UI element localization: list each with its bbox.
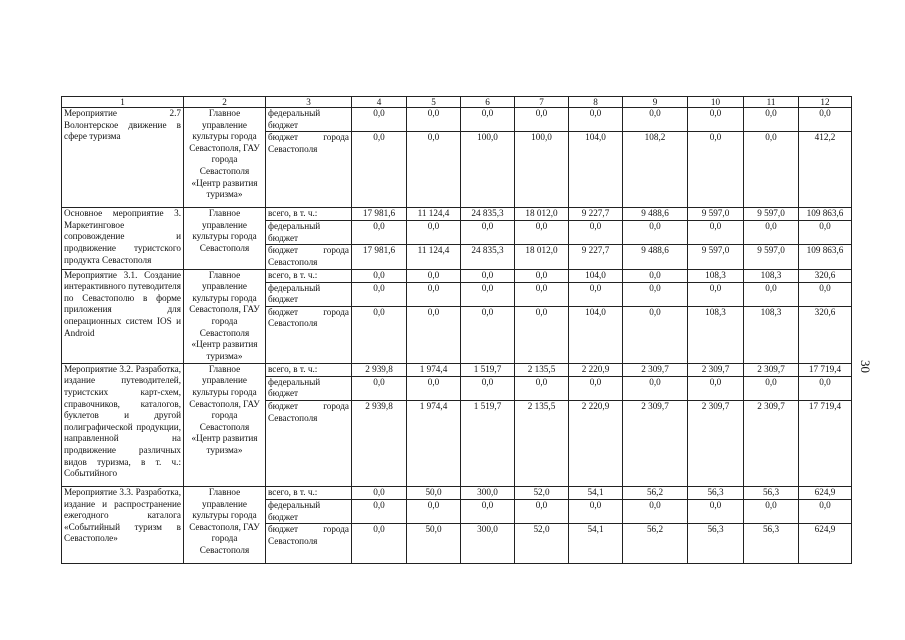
value-cell: 9 597,0: [744, 245, 799, 269]
value-cell: 0,0: [623, 108, 688, 132]
source-cell: бюджет города Севастополя: [266, 400, 352, 486]
value-cell: 1 974,4: [407, 400, 461, 486]
value-cell: 0,0: [461, 376, 515, 400]
value-cell: 0,0: [515, 376, 569, 400]
measure-cell: Мероприятие 3.1. Создание интерактивного путеводителя по Севастополю в форме приложения для операционных систем IOS и Android: [62, 269, 184, 363]
value-cell: 0,0: [461, 306, 515, 363]
value-cell: 0,0: [515, 221, 569, 245]
value-cell: 0,0: [461, 221, 515, 245]
source-cell: бюджет города Севастополя: [266, 524, 352, 564]
value-cell: 0,0: [407, 108, 461, 132]
value-cell: 0,0: [352, 132, 407, 208]
measure-cell: Основное мероприятие 3. Маркетинговое сопровождение и продвижение туристского продукта Севастополя: [62, 208, 184, 269]
value-cell: 624,9: [799, 524, 852, 564]
value-cell: 56,3: [688, 524, 744, 564]
header-cell: 8: [569, 97, 623, 108]
executor-cell: Главное управление культуры города Севастополя: [184, 208, 266, 269]
value-cell: 18 012,0: [515, 245, 569, 269]
source-cell: всего, в т. ч.:: [266, 208, 352, 221]
value-cell: 0,0: [352, 306, 407, 363]
value-cell: 0,0: [623, 376, 688, 400]
header-cell: 1: [62, 97, 184, 108]
value-cell: 2 309,7: [744, 363, 799, 376]
value-cell: 0,0: [407, 499, 461, 523]
header-cell: 12: [799, 97, 852, 108]
value-cell: 17 981,6: [352, 245, 407, 269]
value-cell: 9 488,6: [623, 245, 688, 269]
value-cell: 0,0: [352, 486, 407, 499]
value-cell: 0,0: [515, 499, 569, 523]
value-cell: 0,0: [352, 499, 407, 523]
value-cell: 0,0: [744, 282, 799, 306]
value-cell: 2 309,7: [623, 400, 688, 486]
value-cell: 2 309,7: [688, 400, 744, 486]
value-cell: 0,0: [515, 108, 569, 132]
value-cell: 300,0: [461, 524, 515, 564]
header-cell: 10: [688, 97, 744, 108]
value-cell: 11 124,4: [407, 245, 461, 269]
header-cell: 5: [407, 97, 461, 108]
table-row: [62, 269, 852, 282]
value-cell: 0,0: [623, 499, 688, 523]
value-cell: 0,0: [461, 499, 515, 523]
value-cell: 0,0: [407, 306, 461, 363]
value-cell: 0,0: [352, 221, 407, 245]
value-cell: 108,3: [744, 269, 799, 282]
value-cell: 104,0: [569, 269, 623, 282]
source-cell: федеральный бюджет: [266, 376, 352, 400]
value-cell: 0,0: [688, 376, 744, 400]
value-cell: 50,0: [407, 524, 461, 564]
executor-cell: Главное управление культуры города Севастополя, ГАУ города Севастополя «Центр развития туризма»: [184, 108, 266, 208]
value-cell: 56,3: [744, 524, 799, 564]
value-cell: 0,0: [744, 221, 799, 245]
header-cell: 4: [352, 97, 407, 108]
value-cell: 0,0: [799, 499, 852, 523]
value-cell: 0,0: [407, 282, 461, 306]
value-cell: 0,0: [569, 108, 623, 132]
page-number: 30: [858, 360, 873, 373]
measure-cell: Мероприятие 2.7 Волонтерское движение в сфере туризма: [62, 108, 184, 208]
header-row: [62, 97, 852, 108]
value-cell: 109 863,6: [799, 208, 852, 221]
value-cell: 1 974,4: [407, 363, 461, 376]
value-cell: 0,0: [799, 108, 852, 132]
header-cell: 9: [623, 97, 688, 108]
value-cell: 0,0: [515, 269, 569, 282]
value-cell: 108,3: [688, 269, 744, 282]
value-cell: 0,0: [461, 269, 515, 282]
value-cell: 109 863,6: [799, 245, 852, 269]
value-cell: 0,0: [352, 269, 407, 282]
value-cell: 2 309,7: [688, 363, 744, 376]
value-cell: 11 124,4: [407, 208, 461, 221]
value-cell: 24 835,3: [461, 245, 515, 269]
value-cell: 2 939,8: [352, 363, 407, 376]
value-cell: 0,0: [623, 269, 688, 282]
value-cell: 9 488,6: [623, 208, 688, 221]
value-cell: 0,0: [407, 221, 461, 245]
measure-cell: Мероприятие 3.2. Разработка, издание путеводителей, туристских карт-схем, справочников, каталогов, буклетов и другой полиграфической продукции, направленной на продвижение различных видов туризма, в т. ч.: Событийного: [62, 363, 184, 486]
value-cell: 54,1: [569, 486, 623, 499]
value-cell: 0,0: [407, 269, 461, 282]
measure-cell: Мероприятие 3.3. Разработка, издание и распространение ежегодного каталога «Событийный туризм в Севастополе»: [62, 486, 184, 563]
executor-cell: Главное управление культуры города Севастополя, ГАУ города Севастополя «Центр развития туризма»: [184, 269, 266, 363]
value-cell: 104,0: [569, 306, 623, 363]
value-cell: 0,0: [569, 282, 623, 306]
value-cell: 0,0: [688, 282, 744, 306]
source-cell: бюджет города Севастополя: [266, 306, 352, 363]
header-cell: 7: [515, 97, 569, 108]
value-cell: 9 227,7: [569, 208, 623, 221]
value-cell: 0,0: [515, 282, 569, 306]
header-cell: 3: [266, 97, 352, 108]
source-cell: бюджет города Севастополя: [266, 245, 352, 269]
value-cell: 0,0: [623, 282, 688, 306]
source-cell: всего, в т. ч.:: [266, 269, 352, 282]
source-cell: всего, в т. ч.:: [266, 363, 352, 376]
value-cell: 56,2: [623, 486, 688, 499]
value-cell: 0,0: [352, 376, 407, 400]
value-cell: 56,2: [623, 524, 688, 564]
header-cell: 2: [184, 97, 266, 108]
value-cell: 0,0: [352, 524, 407, 564]
value-cell: 0,0: [407, 376, 461, 400]
header-cell: 6: [461, 97, 515, 108]
value-cell: 9 597,0: [744, 208, 799, 221]
value-cell: 2 220,9: [569, 400, 623, 486]
source-cell: бюджет города Севастополя: [266, 132, 352, 208]
source-cell: федеральный бюджет: [266, 282, 352, 306]
value-cell: 0,0: [569, 376, 623, 400]
value-cell: 2 220,9: [569, 363, 623, 376]
value-cell: 2 135,5: [515, 363, 569, 376]
value-cell: 0,0: [799, 221, 852, 245]
table-row: [62, 108, 852, 132]
value-cell: 108,2: [623, 132, 688, 208]
value-cell: 320,6: [799, 306, 852, 363]
budget-table: [61, 96, 852, 564]
value-cell: 0,0: [688, 108, 744, 132]
value-cell: 624,9: [799, 486, 852, 499]
value-cell: 0,0: [623, 221, 688, 245]
source-cell: федеральный бюджет: [266, 221, 352, 245]
value-cell: 320,6: [799, 269, 852, 282]
source-cell: федеральный бюджет: [266, 499, 352, 523]
value-cell: 0,0: [623, 306, 688, 363]
value-cell: 0,0: [515, 306, 569, 363]
header-cell: 11: [744, 97, 799, 108]
value-cell: 54,1: [569, 524, 623, 564]
value-cell: 100,0: [461, 132, 515, 208]
value-cell: 2 135,5: [515, 400, 569, 486]
value-cell: 50,0: [407, 486, 461, 499]
value-cell: 17 981,6: [352, 208, 407, 221]
value-cell: 1 519,7: [461, 363, 515, 376]
value-cell: 52,0: [515, 486, 569, 499]
executor-cell: Главное управление культуры города Севастополя, ГАУ города Севастополя «Центр развития туризма»: [184, 363, 266, 486]
value-cell: 0,0: [744, 376, 799, 400]
value-cell: 0,0: [688, 499, 744, 523]
value-cell: 0,0: [688, 221, 744, 245]
value-cell: 0,0: [352, 282, 407, 306]
value-cell: 0,0: [799, 282, 852, 306]
value-cell: 17 719,4: [799, 363, 852, 376]
value-cell: 17 719,4: [799, 400, 852, 486]
value-cell: 9 227,7: [569, 245, 623, 269]
value-cell: 104,0: [569, 132, 623, 208]
value-cell: 0,0: [569, 499, 623, 523]
value-cell: 108,3: [688, 306, 744, 363]
value-cell: 1 519,7: [461, 400, 515, 486]
value-cell: 24 835,3: [461, 208, 515, 221]
value-cell: 0,0: [744, 132, 799, 208]
value-cell: 0,0: [461, 282, 515, 306]
table-row: [62, 363, 852, 376]
value-cell: 0,0: [461, 108, 515, 132]
value-cell: 2 309,7: [744, 400, 799, 486]
value-cell: 9 597,0: [688, 208, 744, 221]
value-cell: 2 309,7: [623, 363, 688, 376]
value-cell: 0,0: [688, 132, 744, 208]
value-cell: 108,3: [744, 306, 799, 363]
value-cell: 0,0: [744, 108, 799, 132]
value-cell: 56,3: [688, 486, 744, 499]
value-cell: 0,0: [569, 221, 623, 245]
table-row: [62, 208, 852, 221]
value-cell: 0,0: [799, 376, 852, 400]
value-cell: 412,2: [799, 132, 852, 208]
value-cell: 0,0: [744, 499, 799, 523]
value-cell: 100,0: [515, 132, 569, 208]
source-cell: всего, в т. ч.:: [266, 486, 352, 499]
value-cell: 2 939,8: [352, 400, 407, 486]
value-cell: 56,3: [744, 486, 799, 499]
value-cell: 300,0: [461, 486, 515, 499]
executor-cell: Главное управление культуры города Севастополя, ГАУ города Севастополя: [184, 486, 266, 563]
value-cell: 9 597,0: [688, 245, 744, 269]
value-cell: 0,0: [407, 132, 461, 208]
value-cell: 0,0: [352, 108, 407, 132]
table-row: [62, 486, 852, 499]
value-cell: 52,0: [515, 524, 569, 564]
value-cell: 18 012,0: [515, 208, 569, 221]
source-cell: федеральный бюджет: [266, 108, 352, 132]
